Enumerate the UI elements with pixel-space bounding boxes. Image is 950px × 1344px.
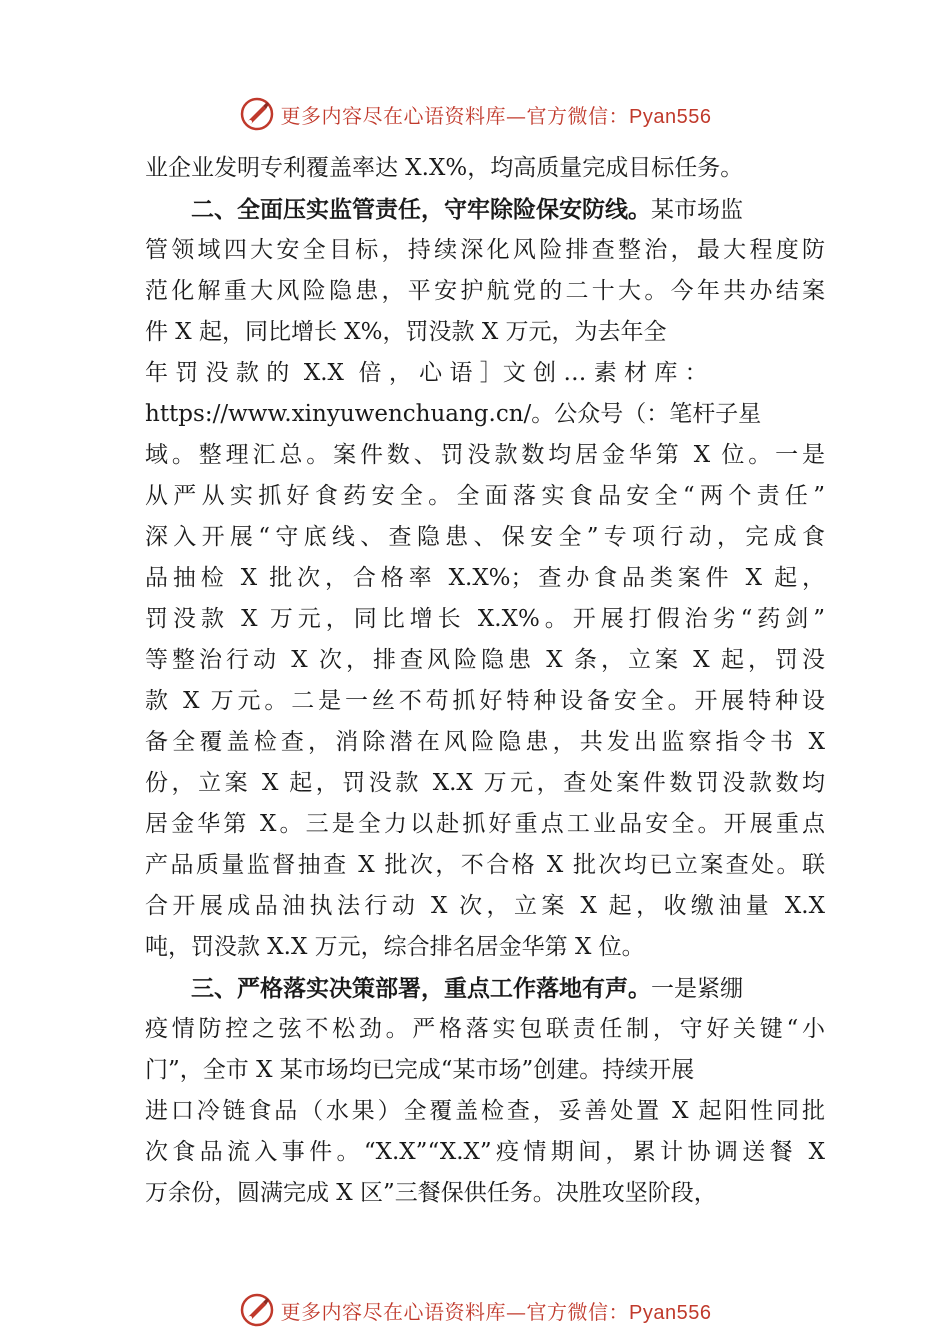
banner-handle: Pyan556: [629, 1301, 712, 1324]
text-line: 深入开展“守底线、查隐患、保安全”专项行动，完成食: [145, 524, 825, 550]
section-heading: 三、严格落实决策部署，重点工作落地有声。: [191, 975, 651, 1002]
text-line: 合开展成品油执法行动 X 次，立案 X 起，收缴油量 X.X: [145, 893, 825, 919]
text-line: 罚没款 X 万元，同比增长 X.X%。开展打假治劣“药剑”: [145, 606, 825, 632]
text-line: 居金华第 X。三是全力以赴抓好重点工业品安全。开展重点: [145, 811, 825, 837]
text-line: 管领域四大安全目标，持续深化风险排查整治，最大程度防: [145, 237, 825, 263]
banner-label: 更多内容尽在心语资料库—官方微信：: [280, 103, 630, 128]
text-line: [145, 968, 825, 1009]
text-span: 一是紧绷: [651, 976, 743, 1002]
text-line: 产品质量监督抽查 X 批次，不合格 X 批次均已立案查处。联: [145, 852, 825, 878]
text-line: 门”，全市 X 某市场均已完成“某市场”创建。持续开展: [145, 1057, 695, 1083]
text-line: 件 X 起，同比增长 X%，罚没款 X 万元，为去年全: [145, 319, 667, 345]
text-span: 某市场监: [651, 197, 743, 223]
text-line: 范化解重大风险隐患，平安护航党的二十大。今年共办结案: [145, 278, 825, 304]
document-body: [145, 148, 825, 1214]
text-line: 进口冷链食品（水果）全覆盖检查，妥善处置 X 起阳性同批: [145, 1098, 825, 1124]
text-line: 年 罚 没 款 的 X.X 倍 ， 心 语 ］文 创 … 素 材 库 ：: [145, 360, 708, 386]
top-watermark-banner: [0, 94, 950, 134]
banner-text: [281, 100, 712, 129]
text-line: [145, 189, 825, 230]
text-line: https://www.xinyuwenchuang.cn/。公众号（：笔杆子星: [145, 401, 762, 427]
text-line: 次食品流入事件。“X.X”“X.X”疫情期间，累计协调送餐 X: [145, 1139, 825, 1165]
text-line: 从严从实抓好食药安全。全面落实食品安全“两个责任”: [145, 483, 825, 509]
text-line: 业企业发明专利覆盖率达 X.X%，均高质量完成目标任务。: [145, 155, 744, 181]
bottom-watermark-banner: [0, 1290, 950, 1330]
banner-label: 更多内容尽在心语资料库—官方微信：: [280, 1299, 630, 1324]
text-line: 款 X 万元。二是一丝不苟抓好特种设备安全。开展特种设: [145, 688, 825, 714]
text-line: 吨，罚没款 X.X 万元，综合排名居金华第 X 位。: [145, 934, 645, 960]
text-line: 域。整理汇总。案件数、罚没款数均居金华第 X 位。一是: [145, 442, 825, 468]
pen-seal-logo-icon: [239, 1292, 275, 1328]
banner-text: [281, 1296, 712, 1325]
text-line: 等整治行动 X 次，排查风险隐患 X 条，立案 X 起，罚没: [145, 647, 825, 673]
text-line: 份，立案 X 起，罚没款 X.X 万元，查处案件数罚没款数均: [145, 770, 825, 796]
text-line: 品抽检 X 批次，合格率 X.X%；查办食品类案件 X 起，: [145, 565, 825, 591]
text-line: 疫情防控之弦不松劲。严格落实包联责任制，守好关键“小: [145, 1016, 825, 1042]
text-line: 备全覆盖检查，消除潜在风险隐患，共发出监察指令书 X: [145, 729, 825, 755]
banner-handle: Pyan556: [629, 105, 712, 128]
pen-seal-logo-icon: [239, 96, 275, 132]
section-heading: 二、全面压实监管责任，守牢除险保安防线。: [191, 196, 651, 223]
text-line: 万余份，圆满完成 X 区”三餐保供任务。决胜攻坚阶段，: [145, 1180, 717, 1206]
